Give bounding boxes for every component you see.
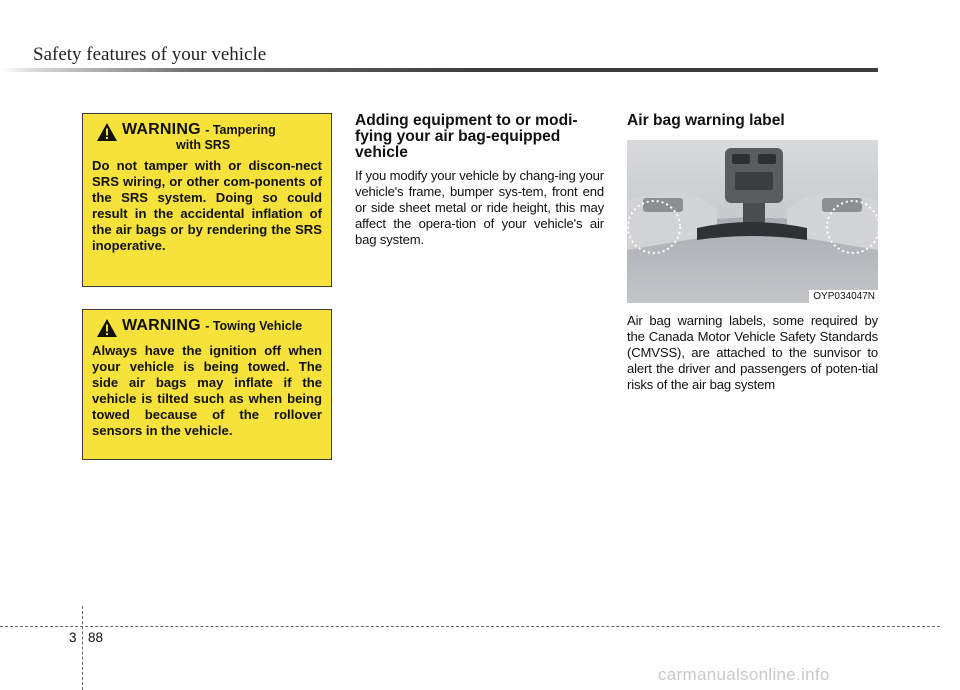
warning-topic-continued: with SRS	[176, 138, 231, 152]
warning-header	[92, 122, 322, 153]
warning-topic: - Towing Vehicle	[205, 319, 303, 333]
section-heading: Air bag warning label	[627, 112, 785, 129]
section-adding-equipment	[355, 113, 604, 248]
footer-rule	[0, 626, 940, 627]
warning-header	[92, 318, 322, 338]
page-header-title: Safety features of your vehicle	[33, 44, 267, 65]
section-body: Air bag warning labels, some required by the Canada Motor Vehicle Safety Standards (CMVSS), are attached to the sunvisor to alert the driver and passengers of poten-tial risks of the air bag system	[627, 313, 878, 392]
sunvisor-figure	[627, 140, 878, 303]
section-heading: Adding equipment to or modi-fying your air bag-equipped vehicle	[355, 112, 578, 161]
section-body: If you modify your vehicle by chang-ing your vehicle's frame, bumper sys-tem, front end or side sheet metal or ride height, this may affect the opera-tion of your vehicle's air bag system.	[355, 168, 604, 247]
warning-body: Always have the ignition off when your vehicle is being towed. The side air bags may inflate if the vehicle is tilted such as when being towed because of the rollover sensors in the vehicle.	[92, 343, 322, 438]
warning-triangle-icon	[96, 122, 118, 142]
chapter-number: 3	[69, 630, 77, 645]
warning-topic: - Tampering	[205, 123, 276, 137]
warning-word: WARNING	[122, 121, 201, 138]
sunvisor-illustration	[627, 140, 878, 303]
warning-word: WARNING	[122, 317, 201, 334]
warning-body: Do not tamper with or discon-nect SRS wiring, or other com-ponents of the SRS system. Doing so could result in the accidental inflation of the air bags or by rendering the SRS inoperative.	[92, 158, 322, 253]
warning-box-tampering	[82, 113, 332, 287]
warning-box-towing	[82, 309, 332, 460]
page-number: 88	[88, 630, 104, 645]
footer-divider	[82, 606, 83, 690]
section-air-bag-warning-label	[627, 113, 878, 393]
warning-triangle-icon	[96, 318, 118, 338]
figure-caption: OYP034047N	[809, 290, 878, 303]
watermark: carmanualsonline.info	[658, 665, 830, 684]
header-rule	[0, 68, 878, 72]
